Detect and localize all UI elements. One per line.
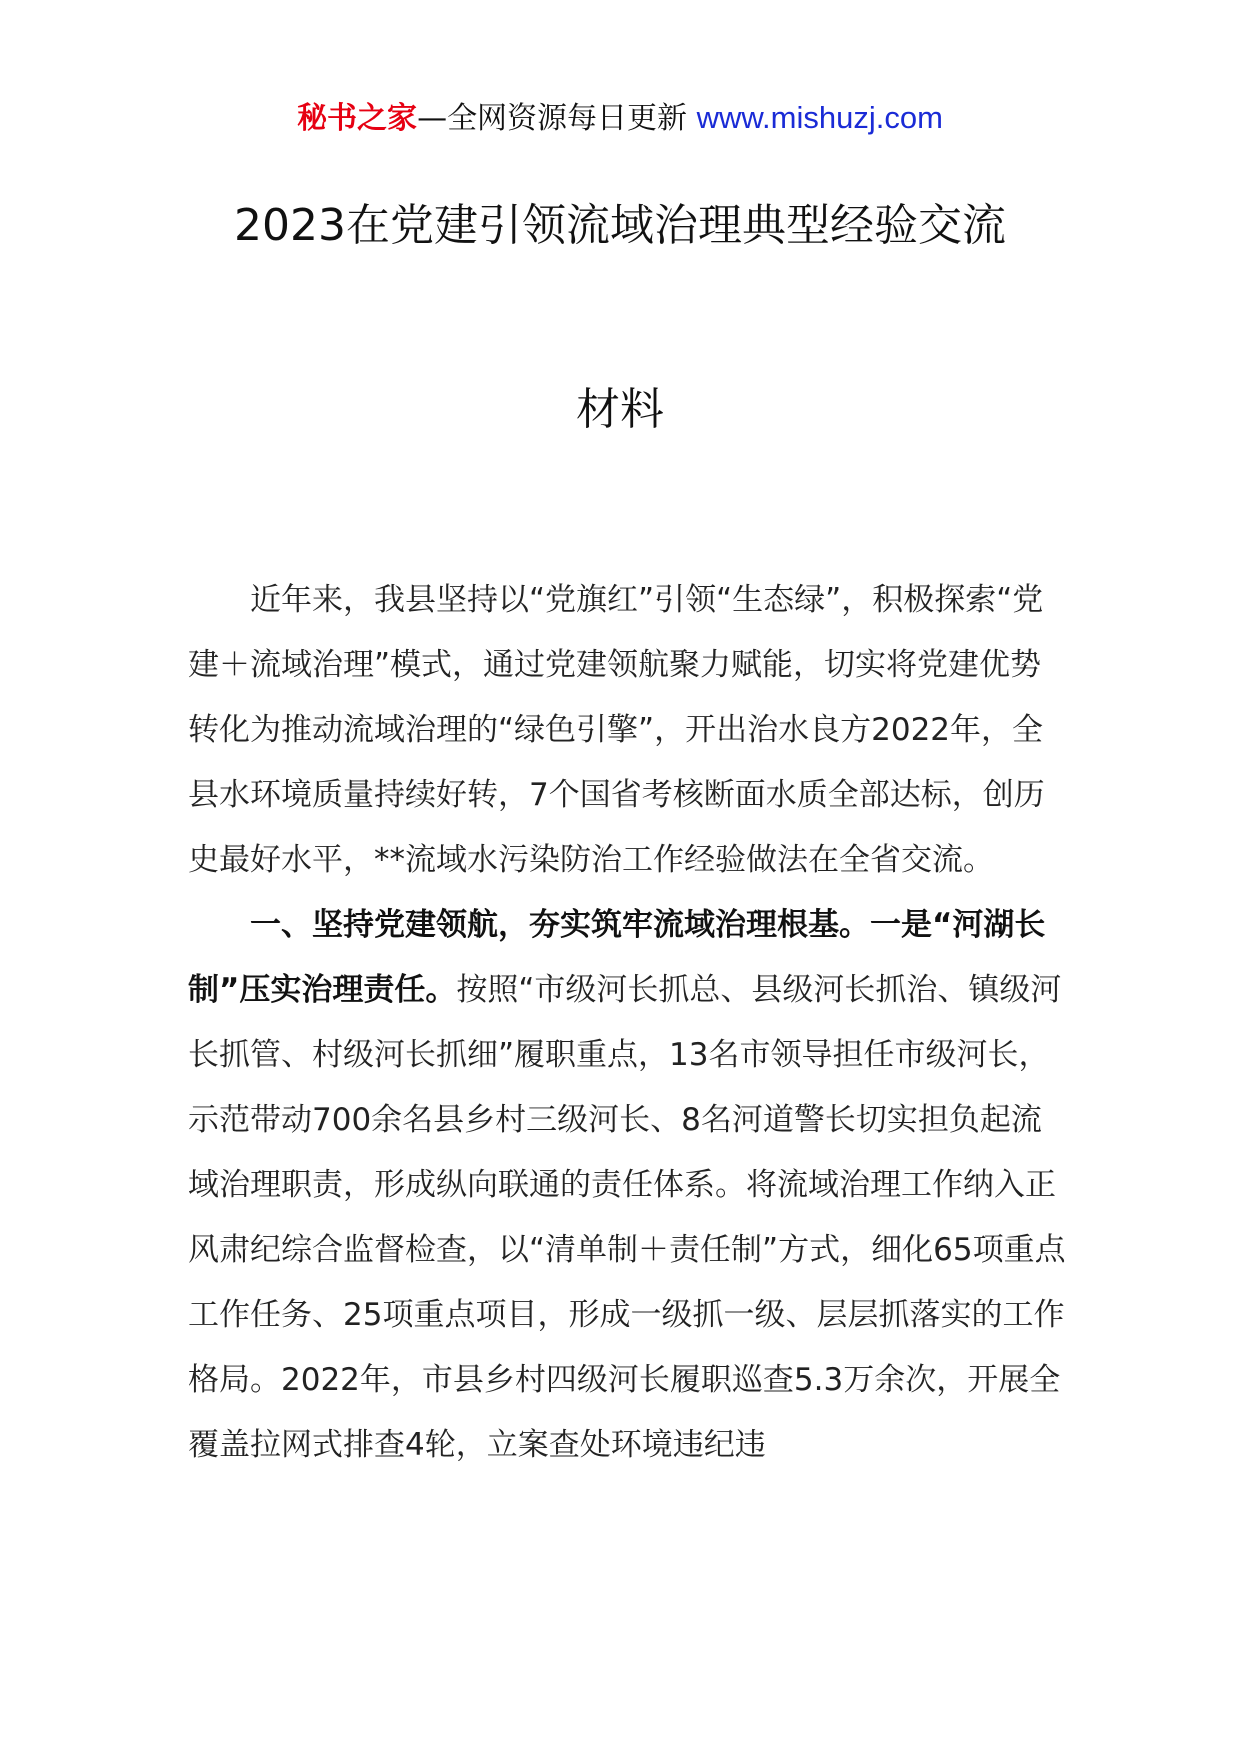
brand-name: 秘书之家 <box>297 101 418 136</box>
section-1-paragraph <box>188 893 1068 1478</box>
document-body <box>188 568 1068 1478</box>
site-url-link[interactable]: www.mishuzj.com <box>696 100 943 135</box>
site-header <box>0 98 1240 139</box>
document-title-line-1: 2023在党建引领流域治理典型经验交流 <box>234 200 1006 251</box>
section-1-body: 按照“市级河长抓总、县级河长抓治、镇级河长抓管、村级河长抓细”履职重点，13名市领导担任市级河长，示范带动700余名县乡村三级河长、8名河道警长切实担负起流域治理职责，形成纵向联通的责任体系。将流域治理工作纳入正风肃纪综合监督检查，以“清单制＋责任制”方式，细化65项重点工作任务、25项重点项目，形成一级抓一级、层层抓落实的工作格局。2022年，市县乡村四级河长履职巡查5.3万余次，开展全覆盖拉网式排查4轮，立案查处环境违纪违 <box>188 972 1066 1463</box>
header-tagline: —全网资源每日更新 <box>417 101 697 136</box>
section-1-heading: 一、坚持党建领航，夯实筑牢流域治理根基。一是“河湖长制”压实治理责任。 <box>188 907 1046 1008</box>
document-title-line-2: 材料 <box>576 384 664 435</box>
intro-paragraph: 近年来，我县坚持以“党旗红”引领“生态绿”，积极探索“党建＋流域治理”模式，通过党建领航聚力赋能，切实将党建优势转化为推动流域治理的“绿色引擎”，开出治水良方2022年，全县水环境质量持续好转，7个国省考核断面水质全部达标，创历史最好水平，**流域水污染防治工作经验做法在全省交流。 <box>188 582 1045 878</box>
